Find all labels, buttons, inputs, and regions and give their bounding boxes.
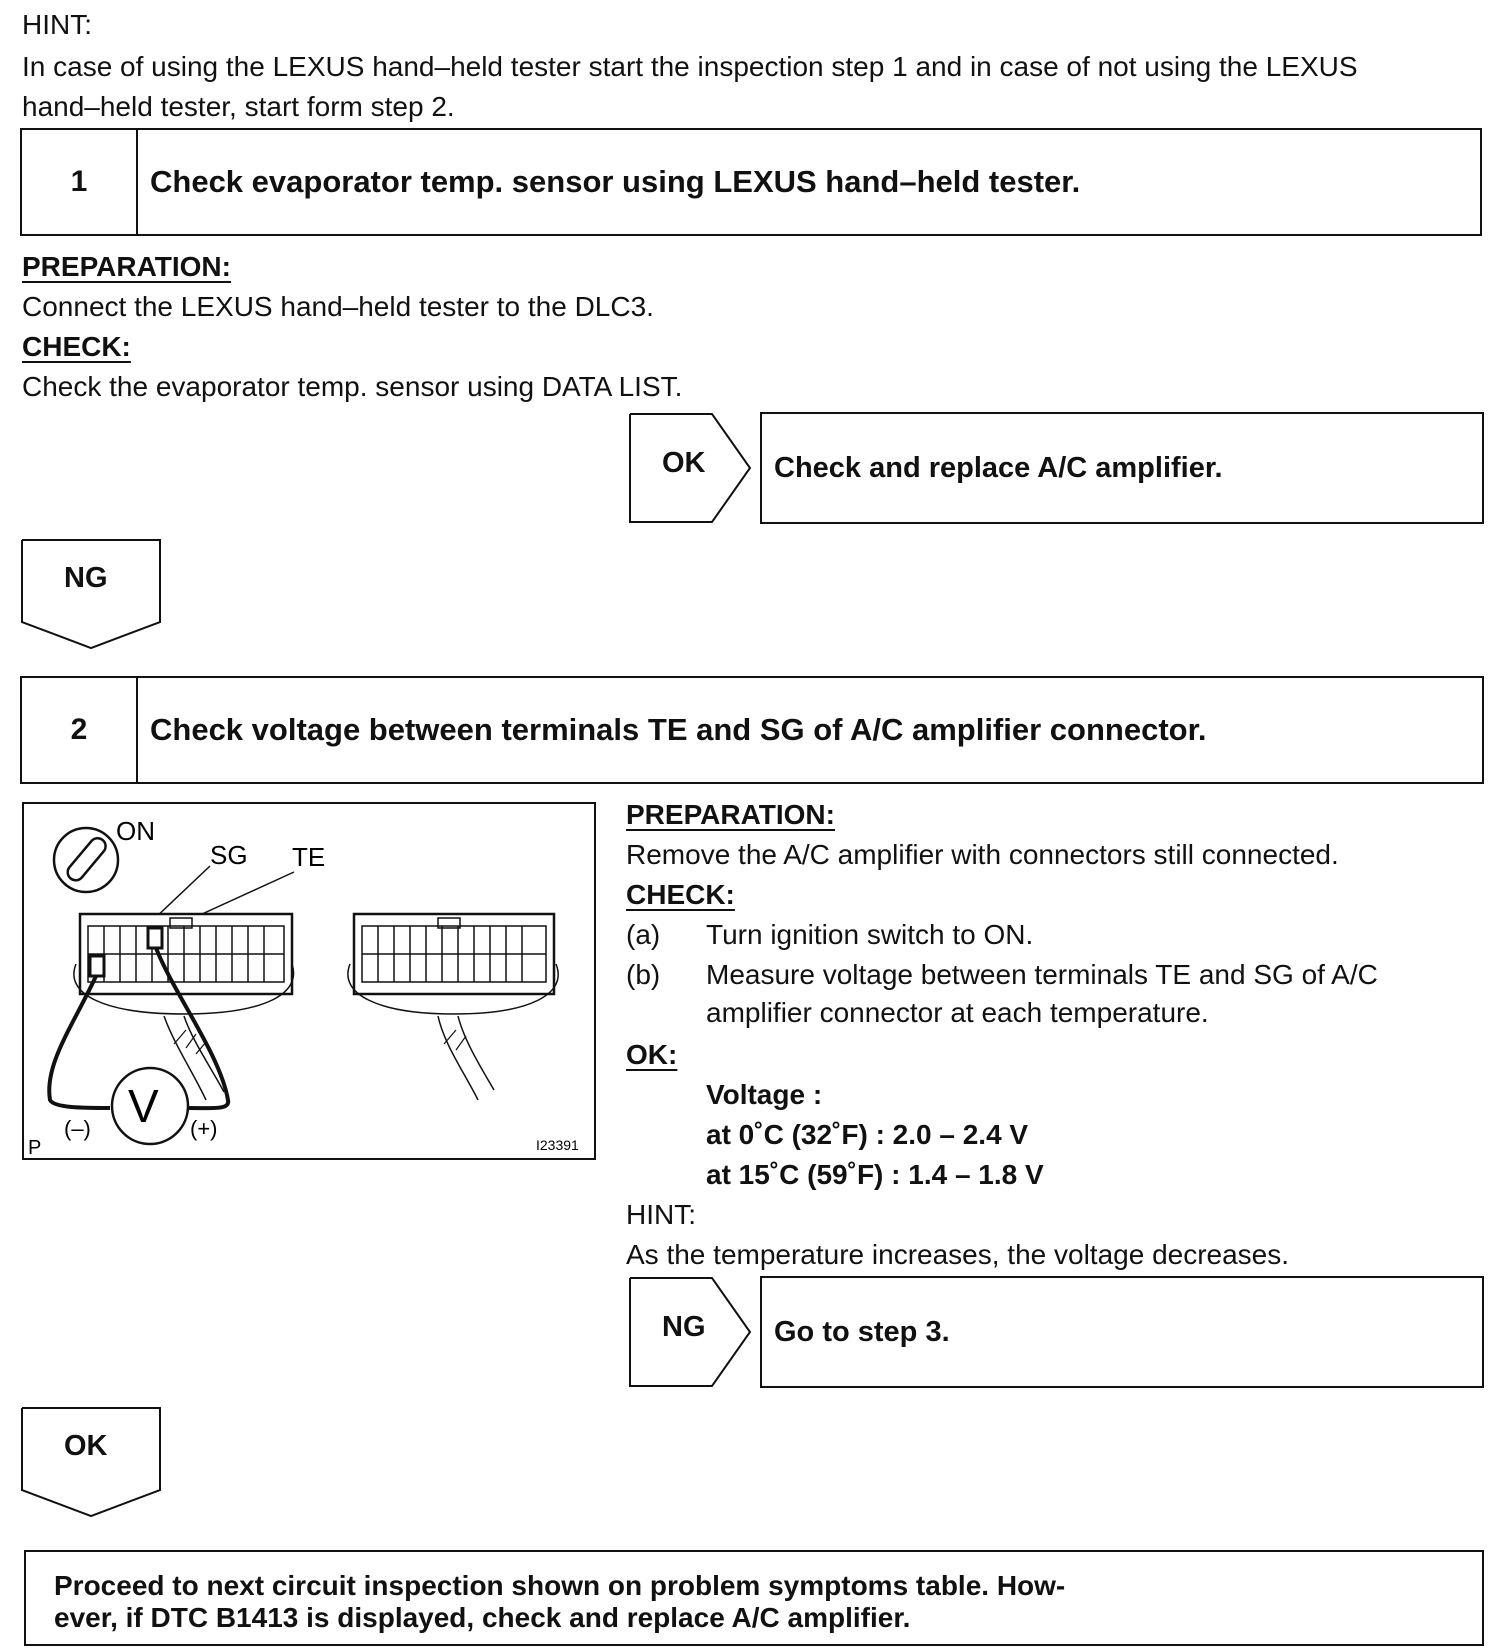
check-item-b-line2: amplifier connector at each temperature. (706, 997, 1209, 1028)
spec-line-15c: at 15˚C (59˚F) : 1.4 – 1.8 V (706, 1159, 1044, 1190)
spec-line-0c: at 0˚C (32˚F) : 2.0 – 2.4 V (706, 1119, 1029, 1150)
sg-label: SG (210, 840, 248, 870)
intro-hint-line1: In case of using the LEXUS hand–held tester start the inspection step 1 and in case of not using the LEXUS (22, 51, 1358, 82)
meter-symbol: V (128, 1080, 159, 1132)
step1-ok-result: Check and replace A/C amplifier. (760, 412, 1484, 524)
right-connector-icon (348, 914, 558, 1100)
step1-preparation-label: PREPARATION: (22, 251, 231, 282)
check-item-b-marker: (b) (626, 959, 661, 990)
final-result-box (24, 1550, 1484, 1646)
pos-label: (+) (190, 1116, 218, 1141)
neg-label: (–) (64, 1116, 91, 1141)
step2-ok-label: OK: (626, 1039, 678, 1070)
check-item-b-line1: Measure voltage between terminals TE and SG of A/C (706, 959, 1378, 990)
voltmeter-icon (112, 1068, 188, 1144)
step2-hint-label: HINT: (626, 1199, 696, 1230)
step1-check-label: CHECK: (22, 331, 131, 362)
step1-number: 1 (22, 130, 138, 234)
check-item-a-text: Turn ignition switch to ON. (706, 919, 1034, 950)
p-label: P (28, 1137, 42, 1158)
step2-hint-text: As the temperature increases, the voltage decreases. (626, 1239, 1290, 1270)
step1-check-text: Check the evaporator temp. sensor using DATA LIST. (22, 371, 683, 402)
step2-preparation-label: PREPARATION: (626, 799, 835, 830)
step2-number: 2 (22, 678, 138, 782)
step2-title: Check voltage between terminals TE and SG of A/C amplifier connector. (150, 712, 1207, 747)
step1-title: Check evaporator temp. sensor using LEXUS hand–held tester. (150, 164, 1081, 199)
intro-hint-label: HINT: (22, 9, 92, 40)
step2-header (20, 676, 1484, 784)
intro-hint-line2: hand–held tester, start form step 2. (22, 91, 455, 122)
ignition-switch-icon (54, 828, 118, 892)
step2-check-label: CHECK: (626, 879, 735, 910)
te-label: TE (292, 842, 326, 872)
step2-ng-result: Go to step 3. (760, 1276, 1484, 1388)
wiring-figure (22, 802, 596, 1160)
step1-header (20, 128, 1482, 236)
step2-preparation-text: Remove the A/C amplifier with connectors still connected. (626, 839, 1339, 870)
step1-ng-label: NG (64, 562, 108, 594)
final-line2: ever, if DTC B1413 is displayed, check and replace A/C amplifier. (54, 1602, 911, 1633)
spec-title: Voltage : (706, 1079, 823, 1110)
step2-ng-label: NG (662, 1311, 706, 1343)
step1-ok-label: OK (662, 447, 706, 479)
final-line1: Proceed to next circuit inspection shown on problem symptoms table. How- (54, 1570, 1066, 1601)
on-label: ON (116, 816, 155, 846)
step1-preparation-text: Connect the LEXUS hand–held tester to the DLC3. (22, 291, 654, 322)
step2-ok-down-label: OK (64, 1430, 108, 1462)
figure-id: I23391 (536, 1137, 579, 1153)
left-connector-icon (74, 914, 294, 1100)
check-item-a-marker: (a) (626, 919, 661, 950)
